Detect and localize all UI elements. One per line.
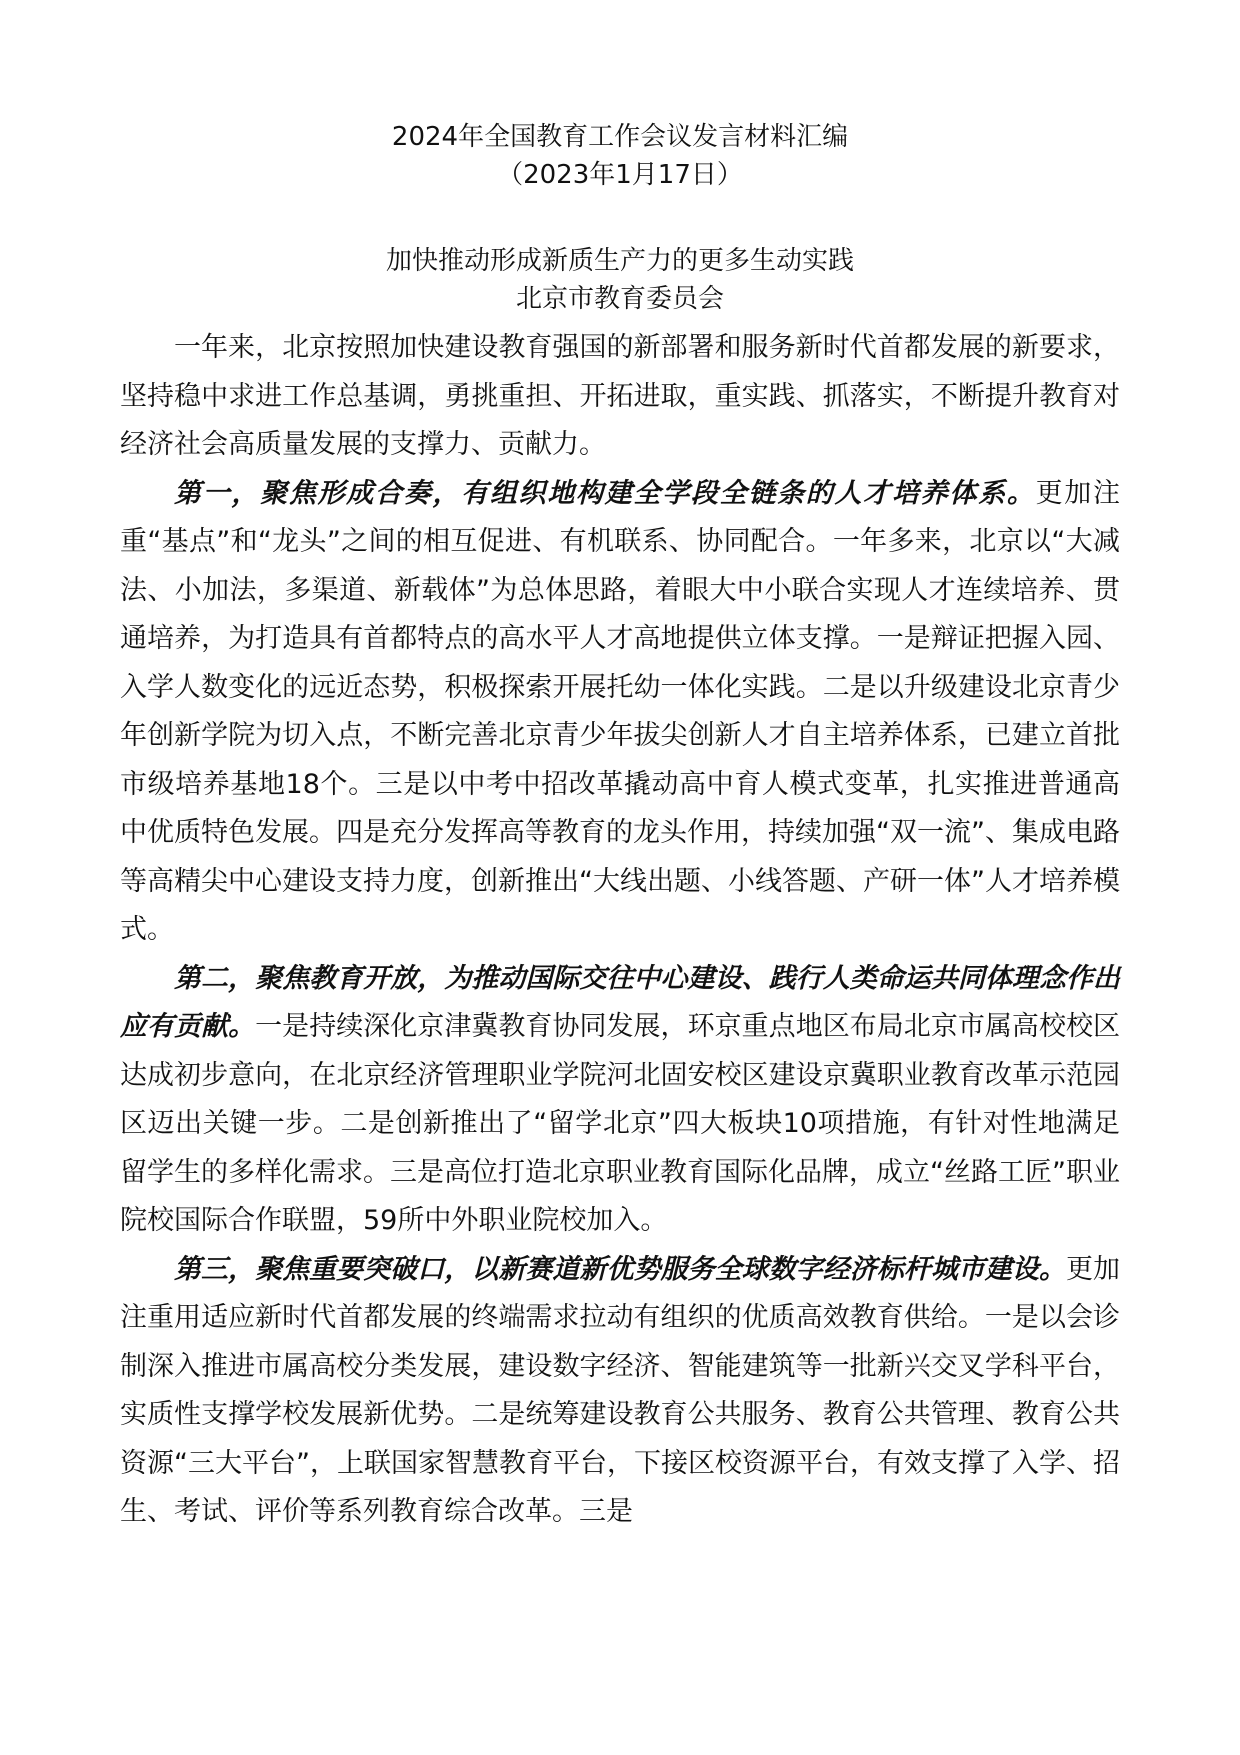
speech-title: 加快推动形成新质生产力的更多生动实践 [385,246,854,276]
paragraph-lead: 第二，聚焦教育开放，为推动国际交往中心建设、践行人类命运共同体理念作出应有贡献。 [120,962,1120,1042]
paragraph-intro [120,324,1120,470]
paragraph-first [120,470,1120,955]
paragraph-second [120,955,1120,1246]
paragraph-lead: 第三，聚焦重要突破口，以新赛道新优势服务全球数字经济标杆城市建设。 [174,1253,1066,1285]
speech-organization: 北京市教育委员会 [515,284,724,314]
paragraph-text: 更加注重“基点”和“龙头”之间的相互促进、有机联系、协同配合。一年多来，北京以“大减法、小加法，多渠道、新载体”为总体思路，着眼大中小联合实现人才连续培养、贯通培养，为打造具有首都特点的高水平人才高地提供立体支撑。一是辩证把握入园、入学人数变化的远近态势，积极探索开展托幼一体化实践。二是以升级建设北京青少年创新学院为切入点，不断完善北京青少年拔尖创新人才自主培养体系，已建立首批市级培养基地18个。三是以中考中招改革撬动高中育人模式变革，扎实推进普通高中优质特色发展。四是充分发挥高等教育的龙头作用，持续加强“双一流”、集成电路等高精尖中心建设支持力度，创新推出“大线出题、小线答题、产研一体”人才培养模式。 [120,477,1120,945]
document-page [120,118,1120,1537]
paragraph-third [120,1246,1120,1537]
paragraph-text: 一年来，北京按照加快建设教育强国的新部署和服务新时代首都发展的新要求，坚持稳中求进工作总基调，勇挑重担、开拓进取，重实践、抓落实，不断提升教育对经济社会高质量发展的支撑力、贡献力。 [120,332,1120,460]
document-date: （2023年1月17日） [497,160,743,190]
paragraph-text: 一是持续深化京津冀教育协同发展，环京重点地区布局北京市属高校校区达成初步意向，在北京经济管理职业学院河北固安校区建设京冀职业教育改革示范园区迈出关键一步。二是创新推出了“留学北京”四大板块10项措施，有针对性地满足留学生的多样化需求。三是高位打造北京职业教育国际化品牌，成立“丝路工匠”职业院校国际合作联盟，59所中外职业院校加入。 [120,1011,1121,1236]
document-title: 2024年全国教育工作会议发言材料汇编 [391,122,849,152]
paragraph-text: 更加注重用适应新时代首都发展的终端需求拉动有组织的优质高效教育供给。一是以会诊制深入推进市属高校分类发展，建设数字经济、智能建筑等一批新兴交叉学科平台，实质性支撑学校发展新优势。二是统筹建设教育公共服务、教育公共管理、教育公共资源“三大平台”，上联国家智慧教育平台，下接区校资源平台，有效支撑了入学、招生、考试、评价等系列教育综合改革。三是 [120,1253,1121,1527]
paragraph-lead: 第一，聚焦形成合奏，有组织地构建全学段全链条的人才培养体系。 [174,477,1036,509]
